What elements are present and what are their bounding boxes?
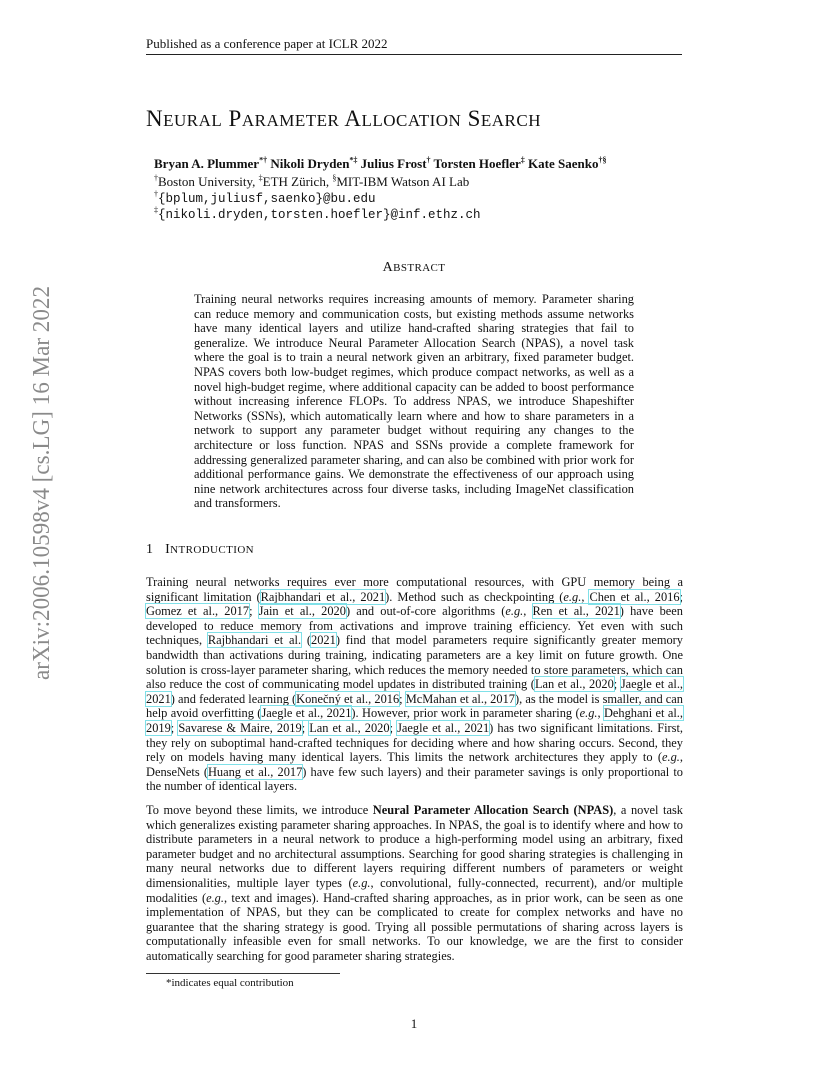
intro-paragraph-1: Training neural networks requires ever more computational resources, with GPU memory being a significant limitation (Rajbhandari et al., 2021). Method such as checkpointing (e.g., Chen et al., 2016; Gomez et al., 2017; Jain et al., 2020) and out-of-core algorithms (e.g., Ren et al., 2021) have been developed to reduce memory from activations and improve training efficiency. Yet even with such techniques, Rajbhandari et al. (2021) find that model parameters require significantly greater memory bandwidth than activations during training, indicating parameters are a key limit on future growth. One solution is cross-layer parameter sharing, which reduces the memory needed to store parameters, which can also reduce the cost of communicating model updates in distributed training (Lan et al., 2020; Jaegle et al., 2021) and federated learning (Konečný et al., 2016; McMahan et al., 2017), as the model is smaller, and can help avoid overfitting (Jaegle et al., 2021). However, prior work in parameter sharing (e.g., Dehghani et al., 2019; Savarese & Maire, 2019; Lan et al., 2020; Jaegle et al., 2021) has two significant limitations. First, they rely on suboptimal hand-crafted techniques for deciding where and how sharing occurs. Second, they rely on models having many identical layers. This limits the network architectures they apply to (e.g., DenseNets (Huang et al., 2017) have few such layers) and their parameter savings is only proportional to the number of identical layers.	[146, 575, 684, 794]
citation-link[interactable]: Gomez et al., 2017	[146, 604, 250, 619]
arxiv-side-svg	[16, 270, 60, 680]
section-heading	[146, 542, 254, 558]
citation-link[interactable]: Chen et al., 2016	[589, 589, 680, 604]
arxiv-side-identifier	[16, 270, 60, 680]
citation-link[interactable]: Jaegle et al., 2021	[261, 706, 352, 721]
citation-link[interactable]: Jaegle et al., 2021	[397, 720, 490, 735]
citation-link[interactable]: Lan et al., 2020	[534, 677, 614, 692]
footnote-rule	[146, 973, 340, 974]
page-number: 1	[410, 1016, 418, 1031]
footnote: *indicates equal contribution	[166, 977, 294, 989]
citation-link[interactable]: 2021	[311, 633, 336, 648]
citation-link[interactable]: Savarese & Maire, 2019	[178, 720, 302, 735]
running-header: Published as a conference paper at ICLR 2022	[146, 36, 388, 51]
affiliations: †Boston University, ‡ETH Zürich, §MIT-IBM Watson AI Lab	[154, 173, 470, 189]
abstract-heading: ABSTRACT	[382, 260, 446, 275]
citation-link[interactable]: Jaegle et al., 2021	[146, 677, 684, 706]
author-list: Bryan A. Plummer*† Nikoli Dryden*‡ Julius Frost† Torsten Hoefler‡ Kate Saenko†§	[154, 155, 607, 171]
citation-link[interactable]: Dehghani et al., 2019	[146, 706, 683, 735]
arxiv-id-text: arXiv:2006.10598v4 [cs.LG] 16 Mar 2022	[29, 270, 55, 680]
citation-link[interactable]: Konečný et al., 2016	[296, 691, 400, 706]
header-rule	[146, 54, 682, 55]
email-ethz: ‡{nikoli.dryden,torsten.hoefler}@inf.ethz.ch	[154, 205, 481, 222]
citation-link[interactable]: Huang et al., 2017	[207, 764, 303, 779]
section-title: INTRODUCTION	[165, 542, 255, 557]
intro-paragraph-2: To move beyond these limits, we introduce Neural Parameter Allocation Search (NPAS), a novel task which generalizes existing parameter sharing approaches. In NPAS, the goal is to identify where and how to distribute parameters in a neural network to produce a high-performing model using an arbitrary, fixed parameter budget and no architectural assumptions. Searching for good sharing strategies is challenging in many neural networks due to different layers requiring different numbers of parameters or weight dimensionalities, multiple layer types (e.g., convolutional, fully-connected, recurrent), and/or multiple modalities (e.g., text and images). Hand-crafted sharing approaches, as in prior work, can be seen as one implementation of NPAS, but they can be complicated to create for complex networks and have no guarantee that the sharing strategy is good. Trying all possible permutations of sharing across layers is computationally infeasible even for small networks. To our knowledge, we are the first to consider automatically searching for good parameter sharing strategies.	[146, 803, 684, 963]
citation-link[interactable]: Ren et al., 2021	[532, 604, 620, 619]
email-bu: †{bplum,juliusf,saenko}@bu.edu	[154, 189, 376, 206]
npas-term: Neural Parameter Allocation Search (NPAS)	[372, 803, 614, 817]
citation-link[interactable]: Rajbhandari et al.	[207, 633, 302, 648]
abstract-text: Training neural networks requires increasing amounts of memory. Parameter sharing can reduce memory and communication costs, but existing methods assume networks have many identical layers and utilize hand-crafted sharing strategies that fail to generalize. We introduce Neural Parameter Allocation Search (NPAS), a novel task where the goal is to train a neural network given an arbitrary, fixed parameter budget. NPAS covers both low-budget regimes, which produce compact networks, as well as a novel high-budget regime, where additional capacity can be added to boost performance without increasing inference FLOPs. To address NPAS, we introduce Shapeshifter Networks (SSNs), which automatically learn where and how to share parameters in a network to support any parameter budget without requiring any changes to the architecture or loss function. NPAS and SSNs provide a complete framework for addressing generalized parameter sharing, and can also be combined with prior work for additional performance gains. We demonstrate the effectiveness of our approach using nine network architectures across four diverse tasks, including ImageNet classification and transformers.	[194, 292, 634, 511]
citation-link[interactable]: McMahan et al., 2017	[405, 691, 515, 706]
citation-link[interactable]: Jain et al., 2020	[258, 604, 346, 619]
citation-link[interactable]: Rajbhandari et al., 2021	[260, 589, 386, 604]
paper-title: NEURAL PARAMETER ALLOCATION SEARCH	[146, 106, 542, 131]
section-number: 1	[146, 542, 154, 557]
citation-link[interactable]: Lan et al., 2020	[309, 720, 390, 735]
